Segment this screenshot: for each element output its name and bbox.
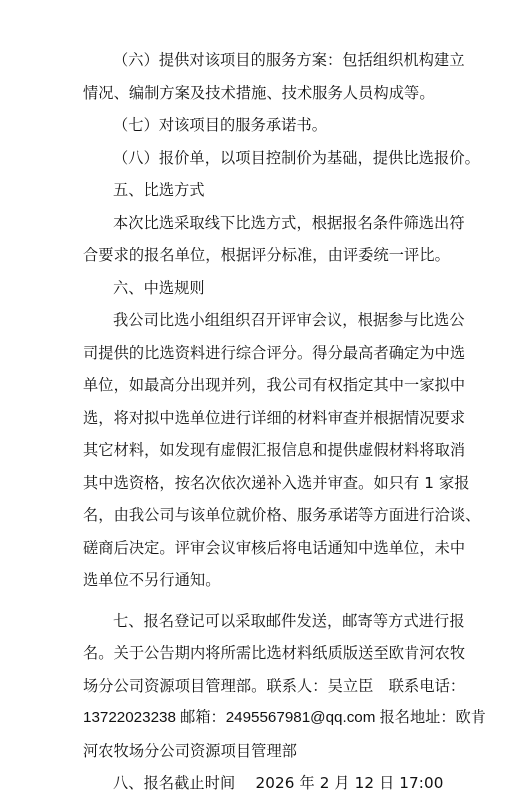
text-line: 本次比选采取线下比选方式，根据报名条件筛选出符 [113,213,465,232]
paragraph-selection-method [83,207,465,272]
paragraph-registration [83,605,486,768]
text-line: 选，将对拟中选单位进行详细的材料审查并根据情况要求 [83,408,466,427]
paragraph-gap [83,597,435,605]
text-line: 其它材料，如发现有虚假汇报信息和提供虚假材料将取消 [83,441,466,459]
text-line: 名，由我公司与该单位就价格、服务承诺等方面进行洽谈、 [83,506,481,524]
text-line: 我公司比选小组组织召开评审会议，根据参与比选公 [113,311,465,329]
text-line: 选单位不另行通知。 [83,571,221,589]
paragraph-item-7 [83,109,435,142]
section-heading-text: 五、比选方式 [113,181,205,199]
section-heading-5 [83,174,435,207]
paragraph-item-8 [83,142,480,175]
section-heading-8 [83,767,444,800]
text-line: 场分公司资源项目管理部。联系人：吴立臣 联系电话： [83,676,466,695]
text-line: 司提供的比选资料进行综合评分。得分最高者确定为中选 [83,343,466,362]
text-line: 合要求的报名单位，根据评分标准，由评委统一评比。 [83,246,450,264]
text-line: 其中选资格，按名次依次递补入选并审查。如只有 1 家报 [83,473,470,492]
text-line: 河农牧场分公司资源项目管理部 [83,741,298,760]
text-line: 单位，如最高分出现并列，我公司有权指定其中一家拟中 [83,376,466,394]
section-heading-text: 六、中选规则 [113,278,205,297]
text-line: （七）对该项目的服务承诺书。 [113,116,328,134]
paragraph-selection-rules [83,304,481,597]
text-line-contact: 13722023238 邮箱：2495567981@qq.com 报名地址：欧肯 [83,709,486,726]
document-page [83,44,486,800]
text-line: 七、报名登记可以采取邮件发送，邮寄等方式进行报 [113,611,465,630]
text-line: （六）提供对该项目的服务方案：包括组织机构建立 [113,51,465,69]
section-heading-6 [83,272,435,305]
text-line: 情况、编制方案及技术措施、技术服务人员构成等。 [83,83,435,102]
deadline-line: 八、报名截止时间 2026 年 2 月 12 日 17:00 [113,774,444,792]
text-line: 磋商后决定。评审会议审核后将电话通知中选单位，未中 [83,538,466,557]
text-line: 名。关于公告期内将所需比选材料纸质版送至欧肯河农牧 [83,644,466,662]
text-line: （八）报价单，以项目控制价为基础，提供比选报价。 [113,148,480,167]
paragraph-item-6 [83,44,465,109]
